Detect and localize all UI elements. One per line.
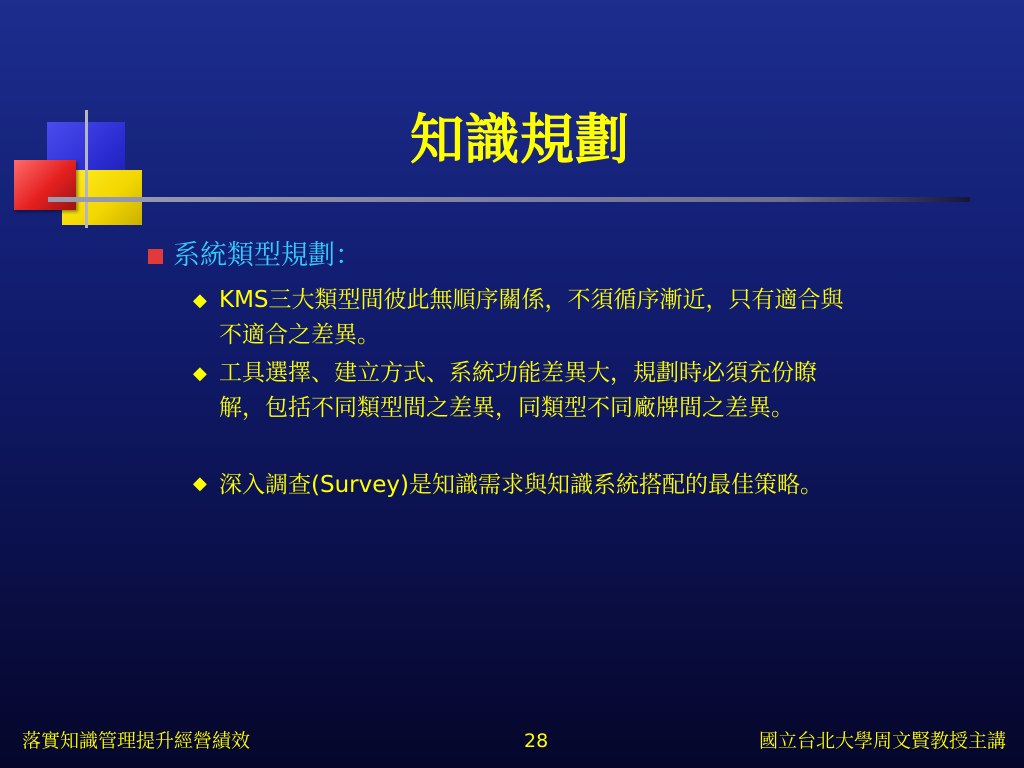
page-number: 28	[524, 730, 549, 752]
decorative-red-square	[14, 160, 76, 210]
bullet-text: 深入調查(Survey)是知識需求與知識系統搭配的最佳策略。	[219, 472, 823, 498]
bullet-item	[193, 283, 853, 353]
red-square-bullet-icon	[148, 249, 163, 264]
bullet-text: KMS三大類型間彼此無順序關係，不須循序漸近，只有適合與不適合之差異。	[219, 287, 844, 348]
title-divider-line	[48, 197, 970, 202]
footer-course-title: 落實知識管理提升經營績效	[22, 730, 251, 752]
footer-presenter: 國立台北大學周文賢教授主講	[758, 730, 1006, 752]
yellow-diamond-bullet-icon: ◆	[193, 473, 207, 494]
section-heading-text: 系統類型規劃：	[173, 240, 362, 271]
yellow-diamond-bullet-icon: ◆	[193, 290, 207, 311]
slide-title: 知識規劃	[410, 108, 630, 171]
bullet-text: 工具選擇、建立方式、系統功能差異大，規劃時必須充份瞭解，包括不同類型間之差異，同類型不同廠牌間之差異。	[219, 360, 817, 421]
section-heading	[148, 236, 362, 276]
yellow-diamond-bullet-icon: ◆	[193, 363, 207, 384]
decorative-vertical-line	[85, 110, 88, 228]
bullet-item	[193, 466, 853, 504]
bullet-item	[193, 356, 853, 426]
